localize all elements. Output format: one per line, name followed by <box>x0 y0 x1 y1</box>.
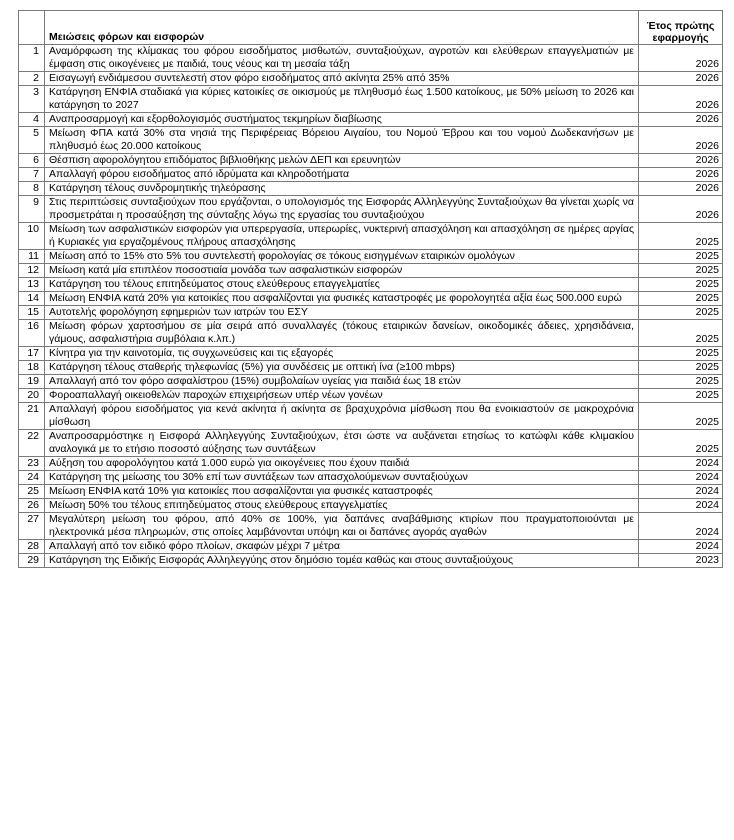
table-row <box>19 361 723 375</box>
row-number: 11 <box>19 250 45 264</box>
row-year: 2026 <box>639 127 723 154</box>
row-number: 27 <box>19 513 45 540</box>
row-description: Κατάργηση ΕΝΦΙΑ σταδιακά για κύριες κατοικίες σε οικισμούς με πληθυσμό έως 1.500 κατοίκους, με 50% μείωση το 2026 και κατάργηση το 2027 <box>45 86 639 113</box>
table-row <box>19 72 723 86</box>
row-number: 9 <box>19 196 45 223</box>
row-description: Απαλλαγή φόρου εισοδήματος για κενά ακίνητα ή ακίνητα σε βραχυχρόνια μίσθωση που θα ενοικιαστούν σε μακροχρόνια μίσθωση <box>45 403 639 430</box>
row-description: Απαλλαγή από τον ειδικό φόρο πλοίων, σκαφών μέχρι 7 μέτρα <box>45 540 639 554</box>
row-description: Μείωση κατά μία επιπλέον ποσοστιαία μονάδα των ασφαλιστικών εισφορών <box>45 264 639 278</box>
table-row <box>19 430 723 457</box>
table-row <box>19 86 723 113</box>
row-number: 8 <box>19 182 45 196</box>
row-number: 26 <box>19 499 45 513</box>
row-number: 24 <box>19 471 45 485</box>
row-number: 13 <box>19 278 45 292</box>
row-year: 2026 <box>639 86 723 113</box>
row-description: Κατάργηση της Ειδικής Εισφοράς Αλληλεγγύης στον δημόσιο τομέα καθώς και στους συνταξιούχους <box>45 554 639 568</box>
table-row <box>19 513 723 540</box>
number-column-header <box>19 11 45 45</box>
row-description: Μείωση από το 15% στο 5% του συντελεστή φορολογίας σε τόκους εισηγμένων εταιρικών ομολόγων <box>45 250 639 264</box>
row-description: Μείωση των ασφαλιστικών εισφορών για υπερεργασία, υπερωρίες, νυκτερινή απασχόληση και απασχόληση σε ημέρες αργίας ή Κυριακές για εργαζομένους πλήρους απασχόλησης <box>45 223 639 250</box>
row-year: 2026 <box>639 182 723 196</box>
table-row <box>19 554 723 568</box>
table-row <box>19 127 723 154</box>
row-year: 2026 <box>639 113 723 127</box>
table-row <box>19 347 723 361</box>
row-number: 23 <box>19 457 45 471</box>
row-description: Απαλλαγή φόρου εισοδήματος από ιδρύματα και κληροδοτήματα <box>45 168 639 182</box>
row-number: 12 <box>19 264 45 278</box>
table-row <box>19 375 723 389</box>
row-year: 2025 <box>639 292 723 306</box>
row-description: Στις περιπτώσεις συνταξιούχων που εργάζονται, ο υπολογισμός της Εισφοράς Αλληλεγγύης Συνταξιούχων θα γίνεται χωρίς να προσμετράται η προσαύξηση της σύνταξης λόγω της εργασίας του συνταξιούχου <box>45 196 639 223</box>
row-number: 21 <box>19 403 45 430</box>
row-year: 2025 <box>639 264 723 278</box>
row-year: 2024 <box>639 471 723 485</box>
row-year: 2024 <box>639 485 723 499</box>
row-year: 2025 <box>639 403 723 430</box>
table-row <box>19 45 723 72</box>
row-year: 2024 <box>639 540 723 554</box>
tax-reductions-document <box>18 10 722 568</box>
row-number: 18 <box>19 361 45 375</box>
row-description: Μείωση φόρων χαρτοσήμου σε μία σειρά από συναλλαγές (τόκους εταιρικών δανείων, οικοδομικές άδειες, χρησιδάνεια, γάμους, ασφαλιστήρια συμβόλαια κ.λπ.) <box>45 320 639 347</box>
row-year: 2025 <box>639 361 723 375</box>
row-year: 2023 <box>639 554 723 568</box>
row-description: Κίνητρα για την καινοτομία, τις συγχωνεύσεις και τις εξαγορές <box>45 347 639 361</box>
row-number: 3 <box>19 86 45 113</box>
row-year: 2024 <box>639 457 723 471</box>
table-row <box>19 485 723 499</box>
row-description: Αυτοτελής φορολόγηση εφημεριών των ιατρών του ΕΣΥ <box>45 306 639 320</box>
row-year: 2025 <box>639 389 723 403</box>
row-number: 5 <box>19 127 45 154</box>
row-description: Μείωση ΕΝΦΙΑ κατά 10% για κατοικίες που ασφαλίζονται για φυσικές καταστροφές <box>45 485 639 499</box>
row-year: 2026 <box>639 168 723 182</box>
table-row <box>19 457 723 471</box>
row-number: 4 <box>19 113 45 127</box>
row-number: 29 <box>19 554 45 568</box>
table-row <box>19 320 723 347</box>
row-year: 2026 <box>639 45 723 72</box>
row-description: Μείωση 50% του τέλους επιτηδεύματος στους ελεύθερους επαγγελματίες <box>45 499 639 513</box>
table-row <box>19 540 723 554</box>
row-description: Εισαγωγή ενδιάμεσου συντελεστή στον φόρο εισοδήματος από ακίνητα 25% από 35% <box>45 72 639 86</box>
row-number: 20 <box>19 389 45 403</box>
row-number: 25 <box>19 485 45 499</box>
row-year: 2025 <box>639 250 723 264</box>
table-row <box>19 278 723 292</box>
row-description: Κατάργηση του τέλους επιτηδεύματος στους ελεύθερους επαγγελματίες <box>45 278 639 292</box>
row-year: 2025 <box>639 430 723 457</box>
row-description: Αύξηση του αφορολόγητου κατά 1.000 ευρώ για οικογένειες που έχουν παιδιά <box>45 457 639 471</box>
row-description: Κατάργηση της μείωσης του 30% επί των συντάξεων των απασχολούμενων συνταξιούχων <box>45 471 639 485</box>
row-description: Αναμόρφωση της κλίμακας του φόρου εισοδήματος μισθωτών, συνταξιούχων, αγροτών και ελεύθερων επαγγελματιών με έμφαση στις οικογένειες με παιδιά, τους νέους και τη μεσαία τάξη <box>45 45 639 72</box>
row-year: 2024 <box>639 513 723 540</box>
row-number: 17 <box>19 347 45 361</box>
row-year: 2024 <box>639 499 723 513</box>
row-description: Κατάργηση τέλους συνδρομητικής τηλεόρασης <box>45 182 639 196</box>
row-number: 2 <box>19 72 45 86</box>
table-row <box>19 403 723 430</box>
row-description: Μείωση ΦΠΑ κατά 30% στα νησιά της Περιφέρειας Βόρειου Αιγαίου, του Νομού Έβρου και του νομού Δωδεκανήσων με πληθυσμό έως 20.000 κατοίκους <box>45 127 639 154</box>
table-row <box>19 389 723 403</box>
description-column-header: Μειώσεις φόρων και εισφορών <box>45 11 639 45</box>
year-column-header: Έτος πρώτης εφαρμογής <box>639 11 723 45</box>
table-row <box>19 223 723 250</box>
table-row <box>19 113 723 127</box>
row-year: 2025 <box>639 375 723 389</box>
row-number: 22 <box>19 430 45 457</box>
row-description: Μεγαλύτερη μείωση του φόρου, από 40% σε 100%, για δαπάνες αναβάθμισης κτιρίων που πραγματοποιούνται με ηλεκτρονικά μέσα πληρωμών, στις οποίες λαμβάνονται υπόψη και οι δαπάνες αγοράς αγαθών <box>45 513 639 540</box>
table-row <box>19 306 723 320</box>
row-description: Φοροαπαλλαγή οικειοθελών παροχών επιχειρήσεων υπέρ νέων γονέων <box>45 389 639 403</box>
row-year: 2025 <box>639 278 723 292</box>
tax-reductions-table <box>18 10 723 568</box>
row-year: 2025 <box>639 306 723 320</box>
row-year: 2026 <box>639 72 723 86</box>
table-row <box>19 292 723 306</box>
row-description: Μείωση ΕΝΦΙΑ κατά 20% για κατοικίες που ασφαλίζονται για φυσικές καταστροφές με φορολογητέα αξία έως 500.000 ευρώ <box>45 292 639 306</box>
row-number: 7 <box>19 168 45 182</box>
table-row <box>19 182 723 196</box>
row-description: Αναπροσαρμογή και εξορθολογισμός συστήματος τεκμηρίων διαβίωσης <box>45 113 639 127</box>
row-description: Κατάργηση τέλους σταθερής τηλεφωνίας (5%) για συνδέσεις με οπτική ίνα (≥100 mbps) <box>45 361 639 375</box>
row-year: 2026 <box>639 154 723 168</box>
row-number: 6 <box>19 154 45 168</box>
row-number: 1 <box>19 45 45 72</box>
row-number: 16 <box>19 320 45 347</box>
row-number: 10 <box>19 223 45 250</box>
row-description: Θέσπιση αφορολόγητου επιδόματος βιβλιοθήκης μελών ΔΕΠ και ερευνητών <box>45 154 639 168</box>
table-row <box>19 250 723 264</box>
row-number: 19 <box>19 375 45 389</box>
table-row <box>19 471 723 485</box>
row-description: Αναπροσαρμόστηκε η Εισφορά Αλληλεγγύης Συνταξιούχων, έτσι ώστε να αυξάνεται ετησίως το κατώφλι κάθε κλιμακίου αναλογικά με το ετήσιο ποσοστό αύξησης των συντάξεων <box>45 430 639 457</box>
row-number: 15 <box>19 306 45 320</box>
table-row <box>19 154 723 168</box>
table-row <box>19 196 723 223</box>
row-number: 28 <box>19 540 45 554</box>
row-year: 2025 <box>639 223 723 250</box>
row-year: 2025 <box>639 347 723 361</box>
table-row <box>19 168 723 182</box>
table-header-row <box>19 11 723 45</box>
row-number: 14 <box>19 292 45 306</box>
table-row <box>19 499 723 513</box>
row-year: 2026 <box>639 196 723 223</box>
row-year: 2025 <box>639 320 723 347</box>
table-row <box>19 264 723 278</box>
row-description: Απαλλαγή από τον φόρο ασφαλίστρου (15%) συμβολαίων υγείας για παιδιά έως 18 ετών <box>45 375 639 389</box>
